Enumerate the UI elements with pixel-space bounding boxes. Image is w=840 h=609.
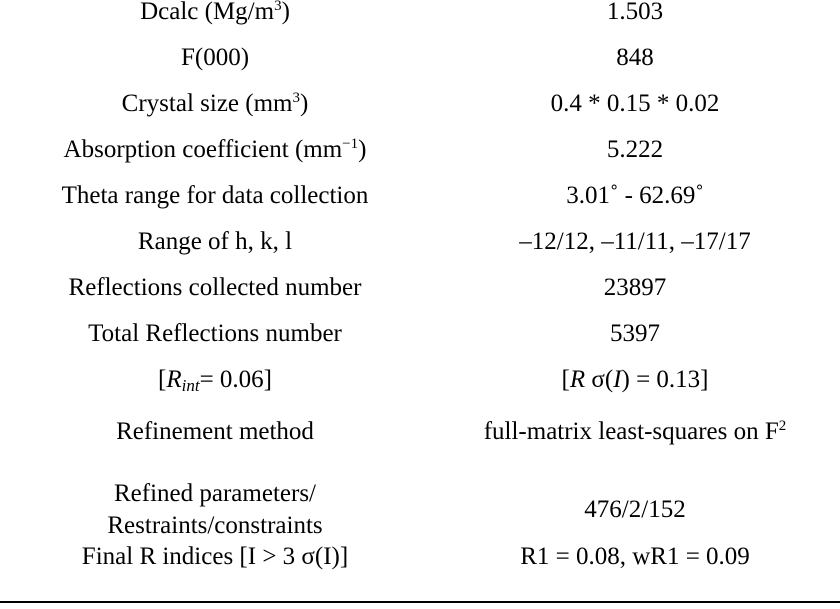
row-value: 1.503 <box>606 0 664 25</box>
row-label: Total Reflections number <box>88 320 342 347</box>
row-value: [R σ(I) = 0.13] <box>561 366 709 393</box>
row-label: F(000) <box>180 44 250 71</box>
row-label: $[R_{int}= 0.06]$ <box>158 366 272 395</box>
row-value: 476/2/152 <box>584 496 686 523</box>
row-value: full-matrix least-squares on $F^2$ <box>483 418 787 445</box>
bottom-rule <box>0 601 840 603</box>
row-label: Reflections collected number <box>68 274 362 301</box>
row-value: 23897 <box>603 274 667 301</box>
row-label: Theta range for data collection <box>61 182 369 209</box>
row-value: 848 <box>616 44 654 71</box>
row-value: 0.4 * 0.15 * 0.02 <box>550 90 720 117</box>
row-value: R1 = 0.08, wR1 = 0.09 <box>520 543 750 570</box>
row-value: 3.01˚ - 62.69˚ <box>566 182 704 209</box>
row-label: Refinement method <box>116 418 314 445</box>
row-label: Range of h, k, l <box>137 228 293 255</box>
table-row <box>0 478 840 542</box>
row-value: 5397 <box>610 320 660 347</box>
row-label: Final R indices [I > 3 σ(I)] <box>81 543 349 570</box>
row-label: Refined parameters/ Restraints/constraints <box>107 480 323 539</box>
row-label: Dcalc $(Mg/m^3)$ <box>140 0 290 25</box>
row-value: 5.222 <box>606 136 664 163</box>
row-label: Absorption coefficient $(mm^{-1})$ <box>63 136 367 163</box>
row-label: Crystal size $(mm^3)$ <box>121 90 309 117</box>
row-value: –12/12, –11/11, –17/17 <box>519 228 751 255</box>
